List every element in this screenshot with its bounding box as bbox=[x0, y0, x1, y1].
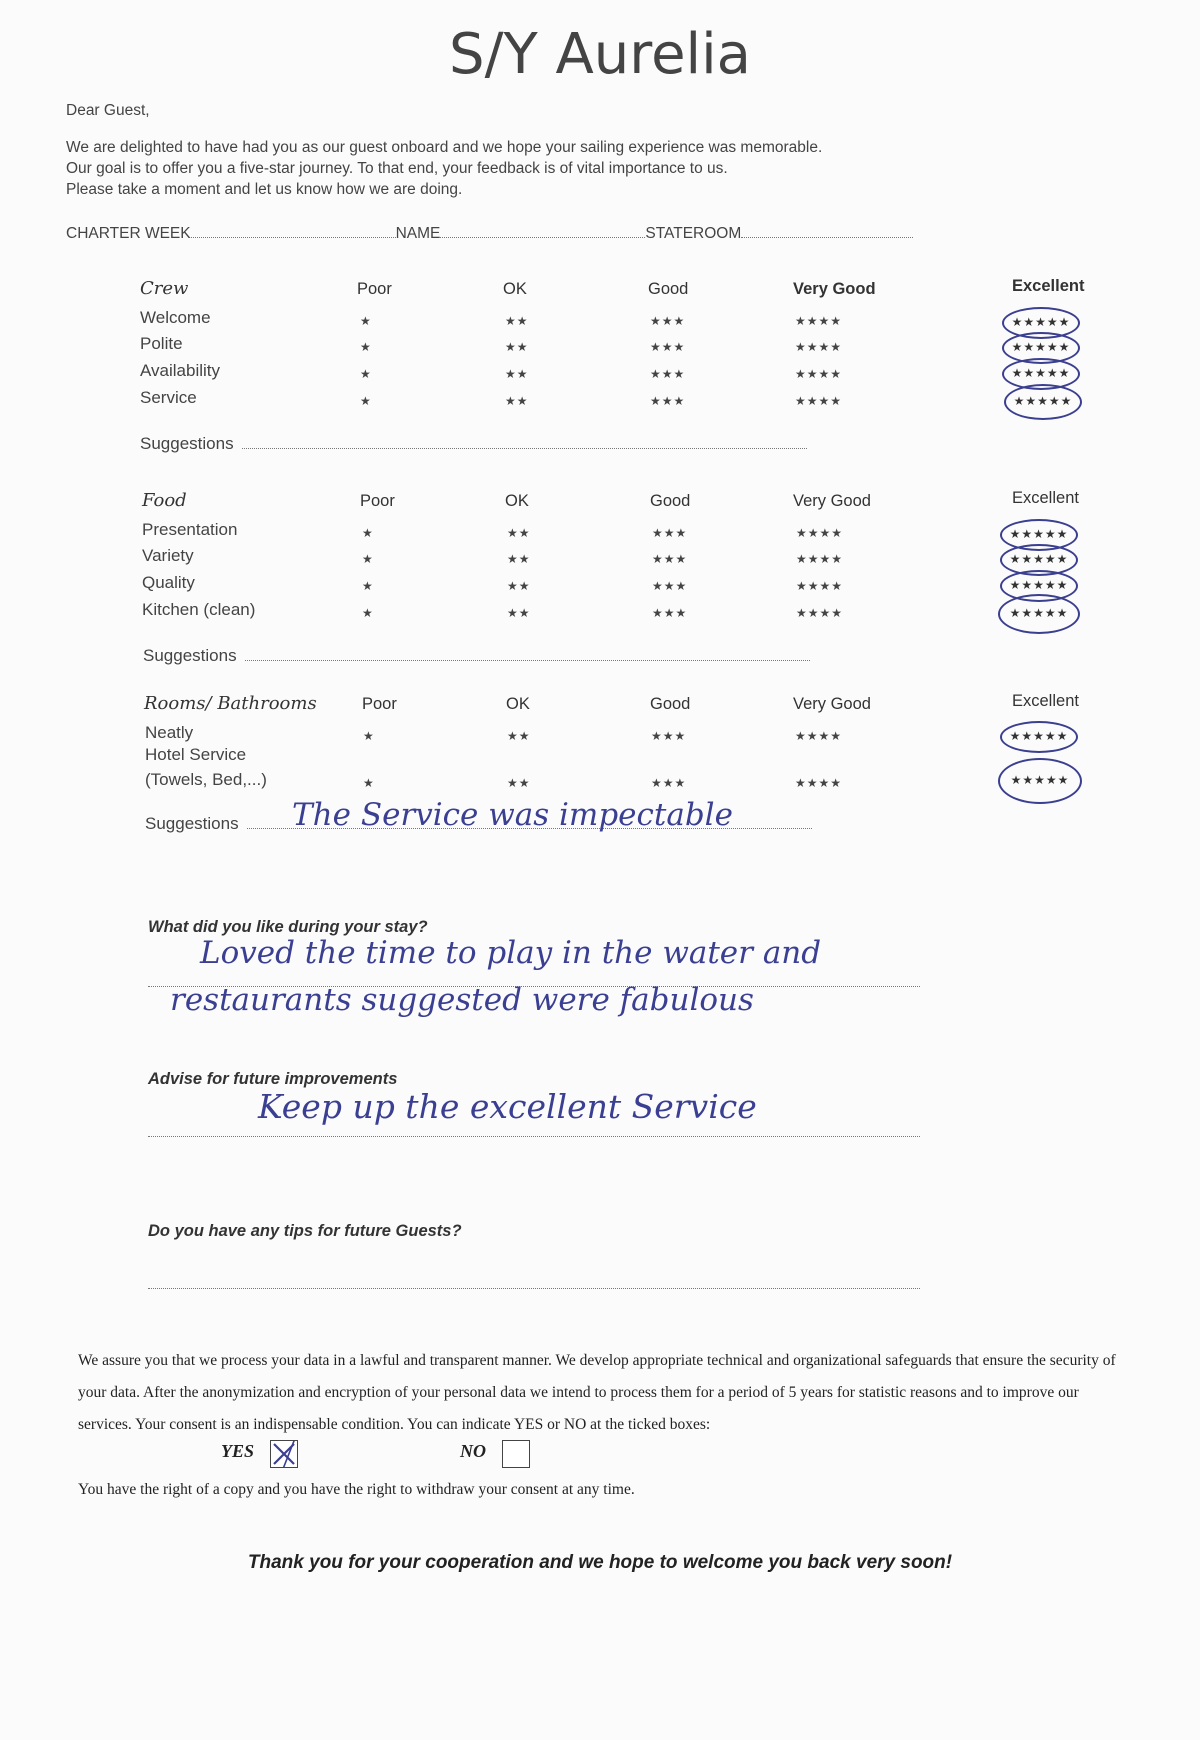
item-label: (Towels, Bed,...) bbox=[145, 770, 267, 789]
poor-header: Poor bbox=[362, 695, 397, 713]
item-label: Service bbox=[140, 388, 197, 407]
rating-good[interactable]: ★★★ bbox=[650, 340, 686, 354]
rating-ok[interactable]: ★★ bbox=[505, 367, 529, 381]
rooms-suggestion-handwriting: The Service was impectable bbox=[292, 797, 733, 833]
excellent-stars: ★★★★★ bbox=[1010, 773, 1070, 787]
liked-answer-line-1: Loved the time to play in the water and bbox=[200, 935, 822, 971]
rating-very-good[interactable]: ★★★★ bbox=[795, 367, 843, 381]
item-label: Kitchen (clean) bbox=[142, 600, 256, 619]
rating-ok[interactable]: ★★ bbox=[507, 526, 531, 540]
ok-header: OK bbox=[503, 280, 527, 298]
yes-checkbox[interactable] bbox=[270, 1440, 298, 1468]
intro-line-2: Our goal is to offer you a five-star journey. To that end, your feedback is of vital importance to us. bbox=[66, 160, 728, 177]
privacy-statement bbox=[78, 1345, 1133, 1441]
good-header: Good bbox=[650, 695, 691, 713]
rating-very-good[interactable]: ★★★★ bbox=[795, 729, 843, 743]
rights-statement bbox=[78, 1474, 1133, 1506]
intro bbox=[66, 100, 966, 200]
rating-poor[interactable]: ★ bbox=[363, 776, 375, 790]
item-label: Hotel Service bbox=[145, 745, 247, 764]
crew-header bbox=[0, 277, 1200, 306]
food-title: Food bbox=[142, 490, 187, 511]
rating-good[interactable]: ★★★ bbox=[650, 314, 686, 328]
item-label: Polite bbox=[140, 334, 183, 353]
crew-row-polite bbox=[0, 334, 1200, 360]
rating-good[interactable]: ★★★ bbox=[652, 526, 688, 540]
rating-very-good[interactable]: ★★★★ bbox=[795, 776, 843, 790]
excellent-header: Excellent bbox=[1012, 277, 1085, 295]
x-check-icon bbox=[271, 1441, 297, 1467]
greeting: Dear Guest, bbox=[66, 102, 150, 119]
crew-row-service bbox=[0, 388, 1200, 414]
rating-good[interactable]: ★★★ bbox=[650, 367, 686, 381]
tips-question: Do you have any tips for future Guests? bbox=[148, 1222, 462, 1240]
rating-good[interactable]: ★★★ bbox=[652, 552, 688, 566]
rating-poor[interactable]: ★ bbox=[363, 729, 375, 743]
rating-ok[interactable]: ★★ bbox=[507, 776, 531, 790]
excellent-header: Excellent bbox=[1012, 489, 1079, 507]
item-label: Variety bbox=[142, 546, 194, 565]
excellent-stars: ★★★★★ bbox=[1011, 315, 1071, 329]
rating-poor[interactable]: ★ bbox=[362, 526, 374, 540]
rating-good[interactable]: ★★★ bbox=[650, 394, 686, 408]
excellent-stars: ★★★★★ bbox=[1011, 366, 1071, 380]
liked-answer-line-2: restaurants suggested were fabulous bbox=[170, 982, 754, 1018]
suggestions-field[interactable] bbox=[242, 434, 807, 449]
name-field[interactable] bbox=[440, 225, 645, 238]
excellent-stars: ★★★★★ bbox=[1011, 340, 1071, 354]
rating-ok[interactable]: ★★ bbox=[505, 340, 529, 354]
rating-poor[interactable]: ★ bbox=[360, 394, 372, 408]
ok-header: OK bbox=[506, 695, 530, 713]
excellent-stars: ★★★★★ bbox=[1009, 552, 1069, 566]
rating-good[interactable]: ★★★ bbox=[651, 776, 687, 790]
yes-label: YES bbox=[221, 1441, 255, 1461]
ok-header: OK bbox=[505, 492, 529, 510]
tips-answer-line[interactable] bbox=[148, 1287, 920, 1289]
excellent-stars: ★★★★★ bbox=[1013, 394, 1073, 408]
excellent-header: Excellent bbox=[1012, 692, 1079, 710]
item-label: Quality bbox=[142, 573, 195, 592]
rating-very-good[interactable]: ★★★★ bbox=[796, 526, 844, 540]
item-label: Welcome bbox=[140, 308, 211, 327]
privacy-text: We assure you that we process your data in a lawful and transparent manner. We develop appropriate technical and organizational safeguards that ensure the security of your data. After the anonymization and encryption of your personal data we intend to process them for a period of 5 years for statistic reasons and to improve our services. Your consent is an indispensable condition. You can indicate YES or NO at the ticked boxes: bbox=[78, 1352, 1116, 1433]
charter-week-label: CHARTER WEEK bbox=[66, 225, 191, 242]
very-good-header: Very Good bbox=[793, 695, 871, 713]
good-header: Good bbox=[648, 280, 689, 298]
rating-poor[interactable]: ★ bbox=[360, 367, 372, 381]
name-label: NAME bbox=[395, 225, 441, 242]
rating-ok[interactable]: ★★ bbox=[505, 394, 529, 408]
rights-text: You have the right of a copy and you have the right to withdraw your consent at any time. bbox=[78, 1481, 635, 1498]
item-label: Neatly bbox=[145, 723, 194, 742]
rating-good[interactable]: ★★★ bbox=[652, 606, 688, 620]
rating-excellent-circled[interactable] bbox=[1004, 384, 1082, 420]
page-title: S/Y Aurelia bbox=[449, 22, 751, 87]
poor-header: Poor bbox=[360, 492, 395, 510]
rating-poor[interactable]: ★ bbox=[360, 314, 372, 328]
rating-very-good[interactable]: ★★★★ bbox=[795, 394, 843, 408]
rating-ok[interactable]: ★★ bbox=[507, 552, 531, 566]
food-header bbox=[0, 489, 1200, 518]
suggestions-field[interactable] bbox=[245, 646, 810, 661]
intro-line-1: We are delighted to have had you as our guest onboard and we hope your sailing experience was memorable. bbox=[66, 139, 823, 156]
excellent-stars: ★★★★★ bbox=[1009, 729, 1069, 743]
stateroom-label: STATEROOM bbox=[645, 225, 742, 242]
rating-very-good[interactable]: ★★★★ bbox=[795, 340, 843, 354]
crew-suggestions bbox=[140, 434, 807, 454]
crew-title: Crew bbox=[140, 278, 189, 299]
item-label: Availability bbox=[140, 361, 221, 380]
rating-good[interactable]: ★★★ bbox=[651, 729, 687, 743]
guest-info-row bbox=[66, 225, 913, 243]
food-row-kitchen bbox=[0, 600, 1200, 626]
rating-good[interactable]: ★★★ bbox=[652, 579, 688, 593]
rating-ok[interactable]: ★★ bbox=[507, 606, 531, 620]
very-good-header: Very Good bbox=[793, 492, 871, 510]
stateroom-field[interactable] bbox=[741, 225, 913, 238]
crew-row-welcome bbox=[0, 308, 1200, 334]
rooms-header bbox=[0, 692, 1200, 721]
excellent-stars: ★★★★★ bbox=[1009, 606, 1069, 620]
suggestions-label: Suggestions bbox=[143, 646, 237, 665]
liked-question: What did you like during your stay? bbox=[148, 918, 428, 936]
excellent-stars: ★★★★★ bbox=[1009, 578, 1069, 592]
advise-answer: Keep up the excellent Service bbox=[258, 1087, 757, 1126]
rating-ok[interactable]: ★★ bbox=[507, 729, 531, 743]
intro-line-3: Please take a moment and let us know how we are doing. bbox=[66, 181, 463, 198]
rooms-row-towels-bed bbox=[0, 770, 1200, 796]
advise-answer-line[interactable] bbox=[148, 1135, 920, 1137]
rating-poor[interactable]: ★ bbox=[362, 552, 374, 566]
rating-very-good[interactable]: ★★★★ bbox=[796, 579, 844, 593]
food-suggestions bbox=[143, 646, 810, 666]
good-header: Good bbox=[650, 492, 691, 510]
rating-very-good[interactable]: ★★★★ bbox=[796, 552, 844, 566]
crew-row-availability bbox=[0, 361, 1200, 387]
thank-you-note: Thank you for your cooperation and we hope to welcome you back very soon! bbox=[247, 1552, 953, 1573]
rating-ok[interactable]: ★★ bbox=[505, 314, 529, 328]
very-good-header: Very Good bbox=[793, 280, 876, 298]
rating-excellent-circled[interactable] bbox=[998, 758, 1082, 804]
charter-week-field[interactable] bbox=[191, 225, 396, 238]
no-label: NO bbox=[460, 1441, 486, 1461]
rating-poor[interactable]: ★ bbox=[362, 606, 374, 620]
item-label: Presentation bbox=[142, 520, 238, 539]
rooms-title: Rooms/ Bathrooms bbox=[144, 693, 317, 714]
advise-question: Advise for future improvements bbox=[148, 1070, 398, 1088]
suggestions-label: Suggestions bbox=[140, 434, 234, 453]
food-row-presentation bbox=[0, 520, 1200, 546]
excellent-stars: ★★★★★ bbox=[1009, 527, 1069, 541]
poor-header: Poor bbox=[357, 280, 392, 298]
rating-ok[interactable]: ★★ bbox=[507, 579, 531, 593]
suggestions-label: Suggestions bbox=[145, 814, 239, 833]
rating-excellent-circled[interactable] bbox=[998, 594, 1080, 634]
no-checkbox[interactable] bbox=[502, 1440, 530, 1468]
rating-poor[interactable]: ★ bbox=[360, 340, 372, 354]
rating-very-good[interactable]: ★★★★ bbox=[796, 606, 844, 620]
rating-poor[interactable]: ★ bbox=[362, 579, 374, 593]
food-row-variety bbox=[0, 546, 1200, 572]
rating-very-good[interactable]: ★★★★ bbox=[795, 314, 843, 328]
